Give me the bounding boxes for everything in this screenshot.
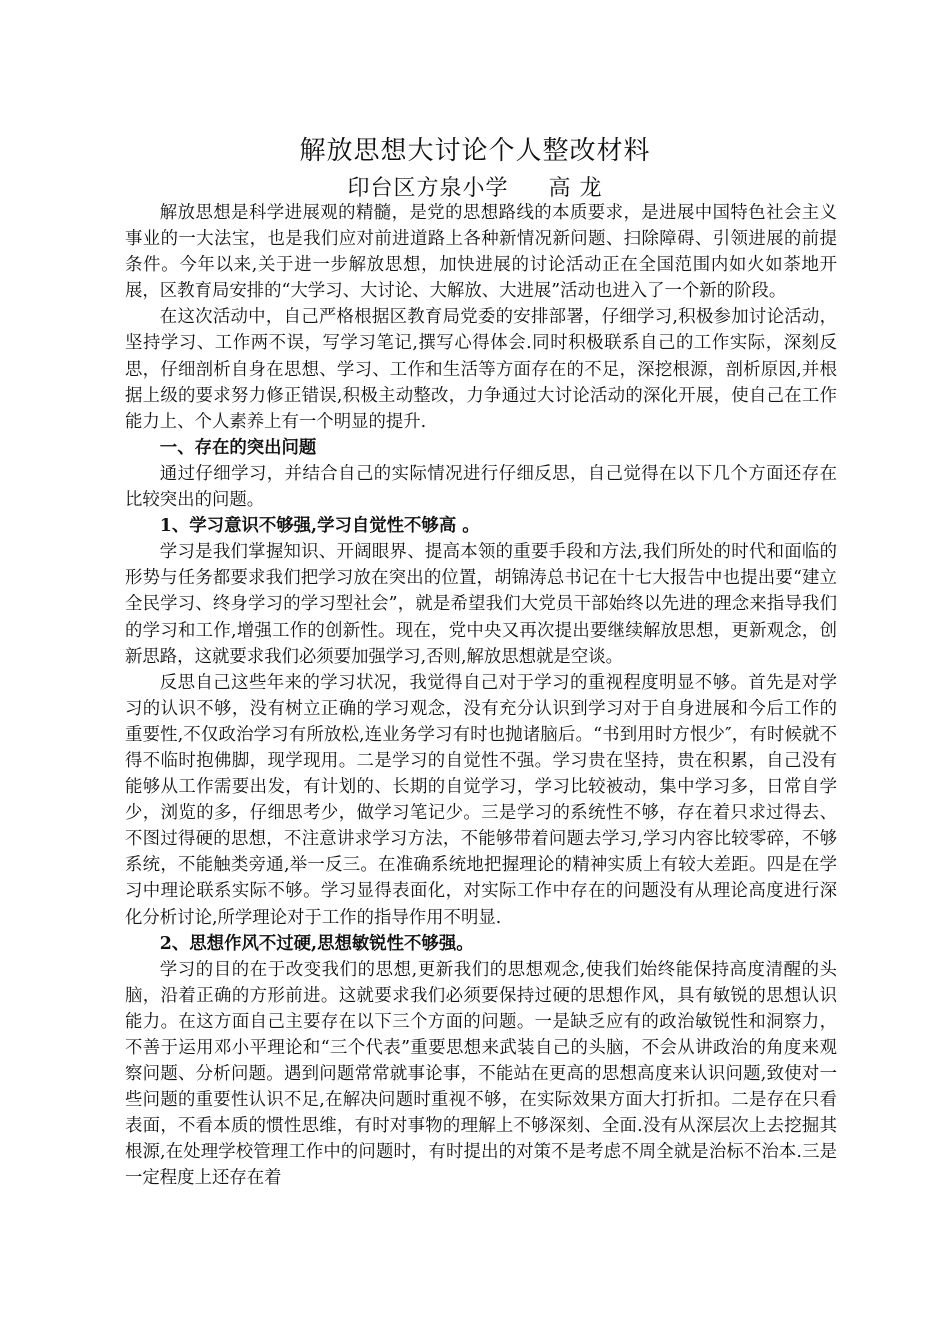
- paragraph: 学习是我们掌握知识、开阔眼界、提高本领的重要手段和方法,我们所处的时代和面临的形势与任务都要求我们把学习放在突出的位置，胡锦涛总书记在十七大报告中也提出要“建立全民学习、终身学习的学习型社会”，就是希望我们大党员干部始终以先进的理念来指导我们的学习和工作,增强工作的创新性。现在，党中央又再次提出要继续解放思想，更新观念，创新思路，这就要求我们必须要加强学习,否则,解放思想就是空谈。: [125, 542, 837, 667]
- paragraph: 反思自己这些年来的学习状况，我觉得自己对于学习的重视程度明显不够。首先是对学习的认识不够，没有树立正确的学习观念，没有充分认识到学习对于自身进展和今后工作的重要性,不仅政治学习有所放松,连业务学习有时也抛诸脑后。“书到用时方恨少″，有时候就不得不临时抱佛脚，现学现用。二是学习的自觉性不强。学习贵在坚持，贵在积累，自己没有能够从工作需要出发，有计划的、长期的自觉学习，学习比较被动，集中学习多，日常自学少，浏览的多，仔细思考少，做学习笔记少。三是学习的系统性不够，存在着只求过得去、不图过得硬的思想，不注意讲求学习方法，不能够带着问题去学习,学习内容比较零碎，不够系统，不能触类旁通,举一反三。在准确系统地把握理论的精神实质上有较大差距。四是在学习中理论联系实际不够。学习显得表面化，对实际工作中存在的问题没有从理论高度进行深化分析讨论,所学理论对于工作的指导作用不明显.: [125, 672, 837, 928]
- document-title: 解放思想大讨论个人整改材料: [299, 136, 651, 166]
- author-name: 高 龙: [548, 176, 603, 201]
- author-school: 印台区方泉小学: [347, 176, 509, 201]
- section-heading: 一、存在的突出问题: [159, 437, 317, 458]
- subsection-heading: 2、思想作风不过硬,思想敏锐性不够强。: [159, 933, 474, 954]
- paragraph: 在这次活动中，自己严格根据区教育局党委的安排部署，仔细学习,积极参加讨论活动，坚持学习、工作两不误，写学习笔记,撰写心得体会.同时积极联系自己的工作实际，深刻反思，仔细剖析自身在思想、学习、工作和生活等方面存在的不足，深挖根源，剖析原因,并根据上级的要求努力修正错误,积极主动整改，力争通过大讨论活动的深化开展，使自己在工作能力上、个人素养上有一个明显的提升.: [125, 307, 837, 432]
- paragraph: 通过仔细学习，并结合自己的实际情况进行仔细反思，自己觉得在以下几个方面还存在比较突出的问题。: [125, 463, 837, 511]
- paragraph: 解放思想是科学进展观的精髓，是党的思想路线的本质要求，是进展中国特色社会主义事业的一大法宝，也是我们应对前进道路上各种新情况新问题、扫除障碍、引领进展的前提条件。今年以来,关于进一步解放思想，加快进展的讨论活动正在全国范围内如火如荼地开展，区教育局安排的“大学习、大讨论、大解放、大进展”活动也进入了一个新的阶段。: [125, 203, 837, 302]
- document-body: [125, 200, 837, 1192]
- subsection-heading: 1、学习意识不够强,学习自觉性不够高 。: [159, 516, 480, 537]
- paragraph: 学习的目的在于改变我们的思想,更新我们的思想观念,使我们始终能保持高度清醒的头脑，沿着正确的方形前进。这就要求我们必须要保持过硬的思想作风，具有敏锐的思想认识能力。在这方面自己主要存在以下三个方面的问题。一是缺乏应有的政治敏锐性和洞察力，不善于运用邓小平理论和“三个代表”重要思想来武装自己的头脑，不会从讲政治的角度来观察问题、分析问题。遇到问题常常就事论事，不能站在更高的思想高度来认识问题,致使对一些问题的重要性认识不足,在解决问题时重视不够，在实际效果方面大打折扣。二是存在只看表面，不看本质的惯性思维，有时对事物的理解上不够深刻、全面.没有从深层次上去挖掘其根源,在处理学校管理工作中的问题时，有时提出的对策不是考虑不周全就是治标不治本.三是一定程度上还存在着: [125, 959, 837, 1189]
